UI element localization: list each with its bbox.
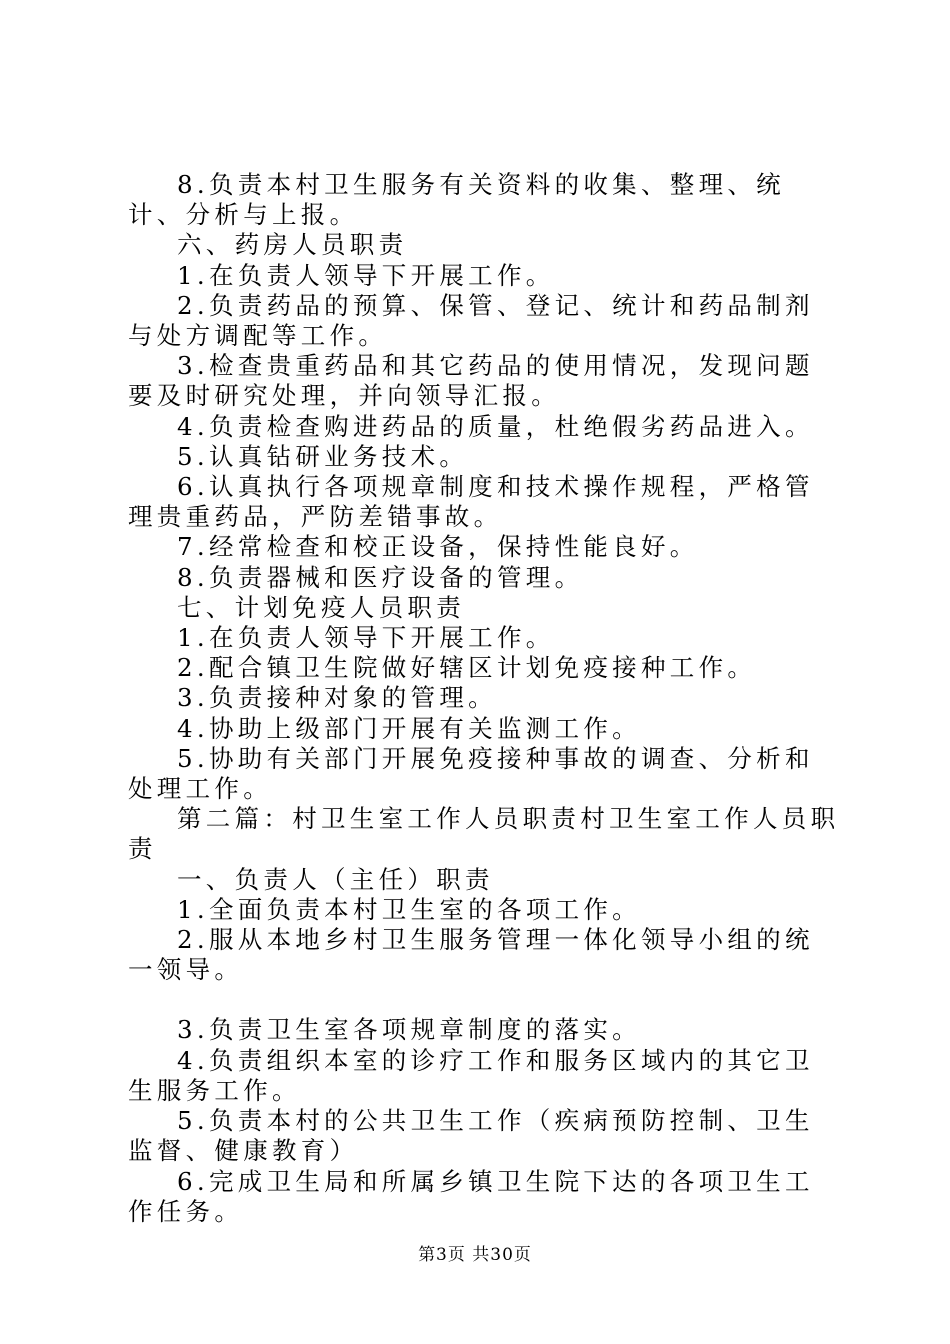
paragraph: 5.协助有关部门开展免疫接种事故的调查、分析和处理工作。 — [128, 743, 814, 804]
paragraph: 4.负责检查购进药品的质量，杜绝假劣药品进入。 — [177, 411, 814, 441]
paragraph: 6.完成卫生局和所属乡镇卫生院下达的各项卫生工作任务。 — [128, 1166, 814, 1226]
paragraph: 2.配合镇卫生院做好辖区计划免疫接种工作。 — [177, 653, 757, 683]
paragraph: 4.负责组织本室的诊疗工作和服务区域内的其它卫生服务工作。 — [128, 1045, 814, 1105]
paragraph: 8.负责器械和医疗设备的管理。 — [177, 562, 584, 592]
paragraph: 4.协助上级部门开展有关监测工作。 — [177, 713, 641, 743]
paragraph: 1.全面负责本村卫生室的各项工作。 — [177, 894, 641, 924]
paragraph: 2.服从本地乡村卫生服务管理一体化领导小组的统一领导。 — [128, 925, 814, 985]
section-heading: 六、药房人员职责 — [177, 230, 408, 260]
paragraph: 1.在负责人领导下开展工作。 — [177, 623, 555, 653]
paragraph: 1.在负责人领导下开展工作。 — [177, 260, 555, 290]
paragraph: 5.认真钻研业务技术。 — [177, 441, 469, 471]
document-body — [128, 170, 840, 1227]
section-heading: 一、负责人（主任）职责 — [177, 864, 494, 894]
section-heading: 七、计划免疫人员职责 — [177, 592, 465, 622]
paragraph: 3.负责卫生室各项规章制度的落实。 — [177, 1015, 641, 1045]
paragraph: 8.负责本村卫生服务有关资料的收集、整理、统计、分析与上报。 — [128, 170, 785, 230]
chapter-heading: 第二篇：村卫生室工作人员职责村卫生室工作人员职责 — [128, 804, 840, 864]
paragraph: 5.负责本村的公共卫生工作（疾病预防控制、卫生监督、健康教育） — [128, 1106, 814, 1166]
page-footer: 第3页 共30页 — [418, 1245, 532, 1265]
paragraph: 3.负责接种对象的管理。 — [177, 683, 497, 713]
paragraph: 7.经常检查和校正设备，保持性能良好。 — [177, 532, 699, 562]
paragraph: 3.检查贵重药品和其它药品的使用情况，发现问题要及时研究处理，并向领导汇报。 — [128, 351, 814, 411]
paragraph: 2.负责药品的预算、保管、登记、统计和药品制剂与处方调配等工作。 — [128, 290, 814, 351]
paragraph: 6.认真执行各项规章制度和技术操作规程，严格管理贵重药品，严防差错事故。 — [128, 472, 814, 532]
